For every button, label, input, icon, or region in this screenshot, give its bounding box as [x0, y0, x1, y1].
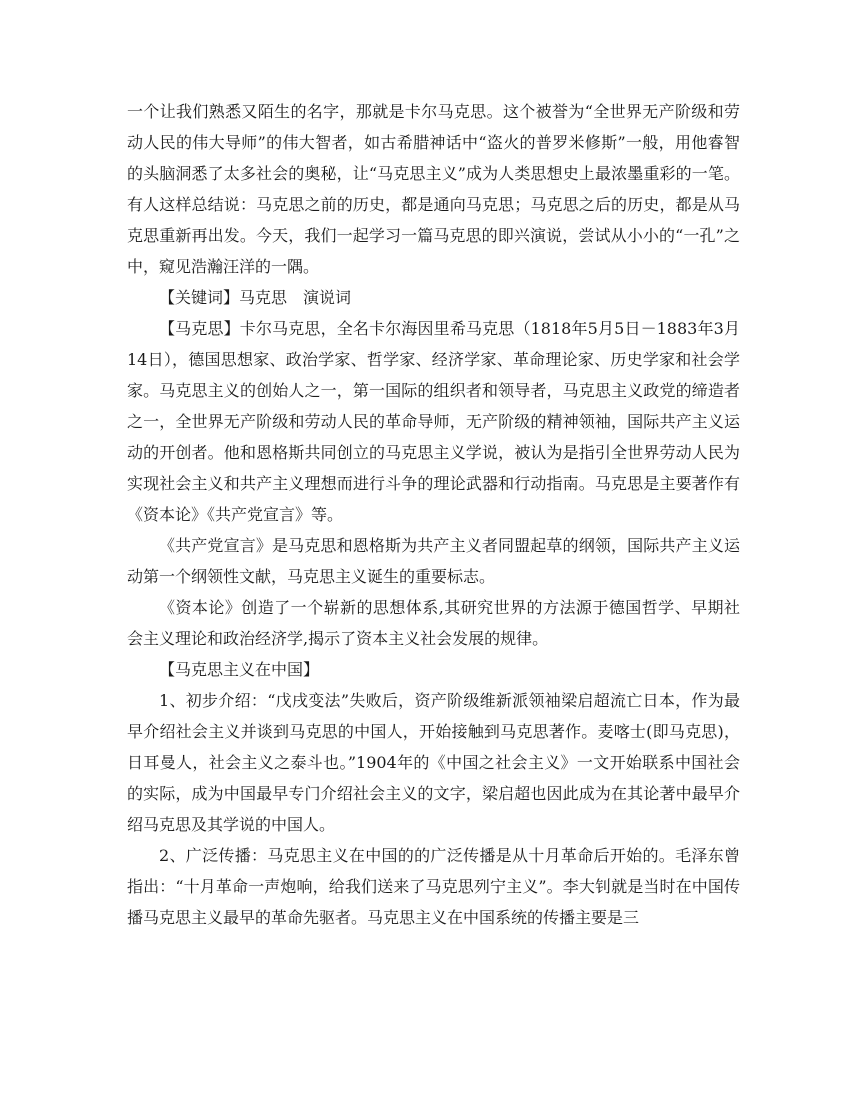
- document-page: [127, 96, 740, 933]
- keywords-line: 【关键词】马克思 演说词: [159, 288, 352, 307]
- item-1-paragraph: 1、初步介绍：“戊戌变法”失败后，资产阶级维新派领袖梁启超流亡日本，作为最早介绍社会主义并谈到马克思的中国人，开始接触到马克思著作。麦喀士(即马克思)，日耳曼人，社会主义之泰斗也。”1904年的《中国之社会主义》一文开始联系中国社会的实际，成为中国最早专门介绍社会主义的文字，梁启超也因此成为在其论著中最早介绍马克思及其学说的中国人。: [127, 691, 740, 834]
- marx-bio-paragraph: 【马克思】卡尔马克思，全名卡尔海因里希马克思（1818年5月5日－1883年3月14日），德国思想家、政治学家、哲学家、经济学家、革命理论家、历史学家和社会学家。马克思主义的创始人之一，第一国际的组织者和领导者，马克思主义政党的缔造者之一，全世界无产阶级和劳动人民的革命导师，无产阶级的精神领袖，国际共产主义运动的开创者。他和恩格斯共同创立的马克思主义学说，被认为是指引全世界劳动人民为实现社会主义和共产主义理想而进行斗争的理论武器和行动指南。马克思是主要著作有《资本论》《共产党宣言》等。: [127, 319, 740, 524]
- manifesto-paragraph: 《共产党宣言》是马克思和恩格斯为共产主义者同盟起草的纲领，国际共产主义运动第一个纲领性文献，马克思主义诞生的重要标志。: [127, 536, 740, 586]
- capital-paragraph: 《资本论》创造了一个崭新的思想体系,其研究世界的方法源于德国哲学、早期社会主义理论和政治经济学,揭示了资本主义社会发展的规律。: [127, 598, 740, 648]
- intro-paragraph: 一个让我们熟悉又陌生的名字，那就是卡尔马克思。这个被誉为“全世界无产阶级和劳动人民的伟大导师”的伟大智者，如古希腊神话中“盗火的普罗米修斯”一般，用他睿智的头脑洞悉了太多社会的奥秘，让“马克思主义”成为人类思想史上最浓墨重彩的一笔。有人这样总结说：马克思之前的历史，都是通向马克思；马克思之后的历史，都是从马克思重新再出发。今天，我们一起学习一篇马克思的即兴演说，尝试从小小的“一孔”之中，窥见浩瀚汪洋的一隅。: [127, 102, 740, 276]
- item-2-paragraph: 2、广泛传播：马克思主义在中国的的广泛传播是从十月革命后开始的。毛泽东曾指出：“十月革命一声炮响，给我们送来了马克思列宁主义”。李大钊就是当时在中国传播马克思主义最早的革命先驱者。马克思主义在中国系统的传播主要是三: [127, 846, 740, 927]
- section-heading: 【马克思主义在中国】: [159, 660, 320, 679]
